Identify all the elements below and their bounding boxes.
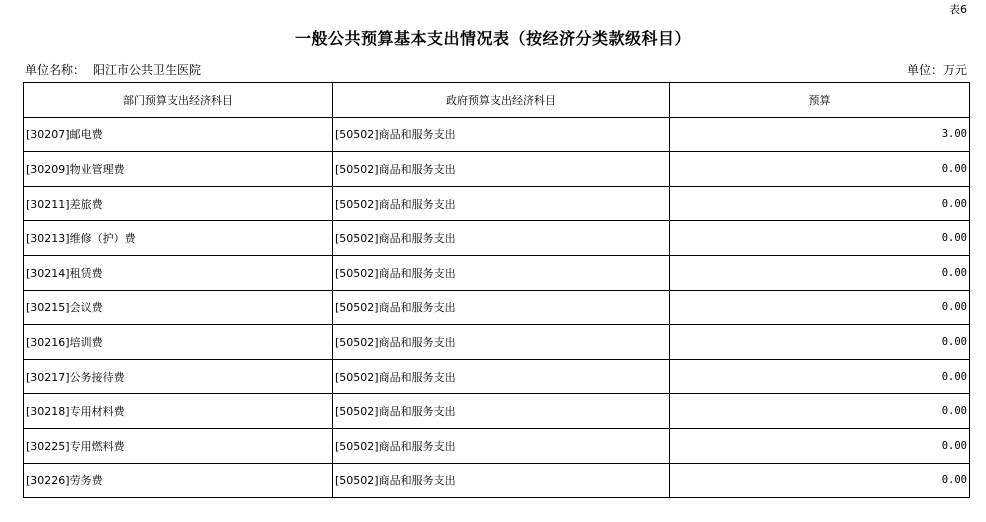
dept-subject-cell: [30215]会议费 xyxy=(24,290,333,325)
budget-amount-cell: 0.00 xyxy=(670,152,970,187)
budget-amount-cell: 0.00 xyxy=(670,186,970,221)
table-number: 表6 xyxy=(949,3,967,16)
budget-amount-cell: 0.00 xyxy=(670,428,970,463)
dept-subject-cell: [30209]物业管理费 xyxy=(24,152,333,187)
budget-amount-cell: 0.00 xyxy=(670,255,970,290)
table-row xyxy=(24,152,970,187)
budget-amount-cell: 0.00 xyxy=(670,325,970,360)
column-header-gov: 政府预算支出经济科目 xyxy=(333,83,670,118)
dept-subject-cell: [30211]差旅费 xyxy=(24,186,333,221)
dept-subject-cell: [30214]租赁费 xyxy=(24,255,333,290)
gov-subject-cell: [50502]商品和服务支出 xyxy=(333,255,670,290)
unit-name-value: 阳江市公共卫生医院 xyxy=(93,63,202,77)
column-header-budget: 预算 xyxy=(670,83,970,118)
budget-amount-cell: 0.00 xyxy=(670,221,970,256)
page-title: 一般公共预算基本支出情况表（按经济分类款级科目） xyxy=(294,29,691,48)
table-row xyxy=(24,186,970,221)
table-row xyxy=(24,325,970,360)
budget-amount-cell: 0.00 xyxy=(670,394,970,429)
dept-subject-cell: [30213]维修（护）费 xyxy=(24,221,333,256)
table-row xyxy=(24,394,970,429)
gov-subject-cell: [50502]商品和服务支出 xyxy=(333,463,670,498)
unit-measure: 单位：万元 xyxy=(906,63,967,77)
gov-subject-cell: [50502]商品和服务支出 xyxy=(333,221,670,256)
table-row xyxy=(24,221,970,256)
table-header-row xyxy=(24,83,970,118)
budget-amount-cell: 0.00 xyxy=(670,463,970,498)
dept-subject-cell: [30218]专用材料费 xyxy=(24,394,333,429)
gov-subject-cell: [50502]商品和服务支出 xyxy=(333,325,670,360)
unit-name-label: 单位名称： xyxy=(25,63,86,77)
table-row xyxy=(24,255,970,290)
table-row xyxy=(24,463,970,498)
budget-amount-cell: 0.00 xyxy=(670,290,970,325)
dept-subject-cell: [30226]劳务费 xyxy=(24,463,333,498)
dept-subject-cell: [30216]培训费 xyxy=(24,325,333,360)
budget-amount-cell: 3.00 xyxy=(670,117,970,152)
dept-subject-cell: [30207]邮电费 xyxy=(24,117,333,152)
table-row xyxy=(24,290,970,325)
column-header-dept: 部门预算支出经济科目 xyxy=(24,83,333,118)
gov-subject-cell: [50502]商品和服务支出 xyxy=(333,359,670,394)
gov-subject-cell: [50502]商品和服务支出 xyxy=(333,186,670,221)
gov-subject-cell: [50502]商品和服务支出 xyxy=(333,152,670,187)
dept-subject-cell: [30225]专用燃料费 xyxy=(24,428,333,463)
unit-name-line xyxy=(25,61,201,78)
gov-subject-cell: [50502]商品和服务支出 xyxy=(333,428,670,463)
table-row xyxy=(24,117,970,152)
budget-table xyxy=(23,82,970,498)
dept-subject-cell: [30217]公务接待费 xyxy=(24,359,333,394)
gov-subject-cell: [50502]商品和服务支出 xyxy=(333,290,670,325)
budget-amount-cell: 0.00 xyxy=(670,359,970,394)
table-row xyxy=(24,359,970,394)
table-row xyxy=(24,428,970,463)
gov-subject-cell: [50502]商品和服务支出 xyxy=(333,394,670,429)
gov-subject-cell: [50502]商品和服务支出 xyxy=(333,117,670,152)
